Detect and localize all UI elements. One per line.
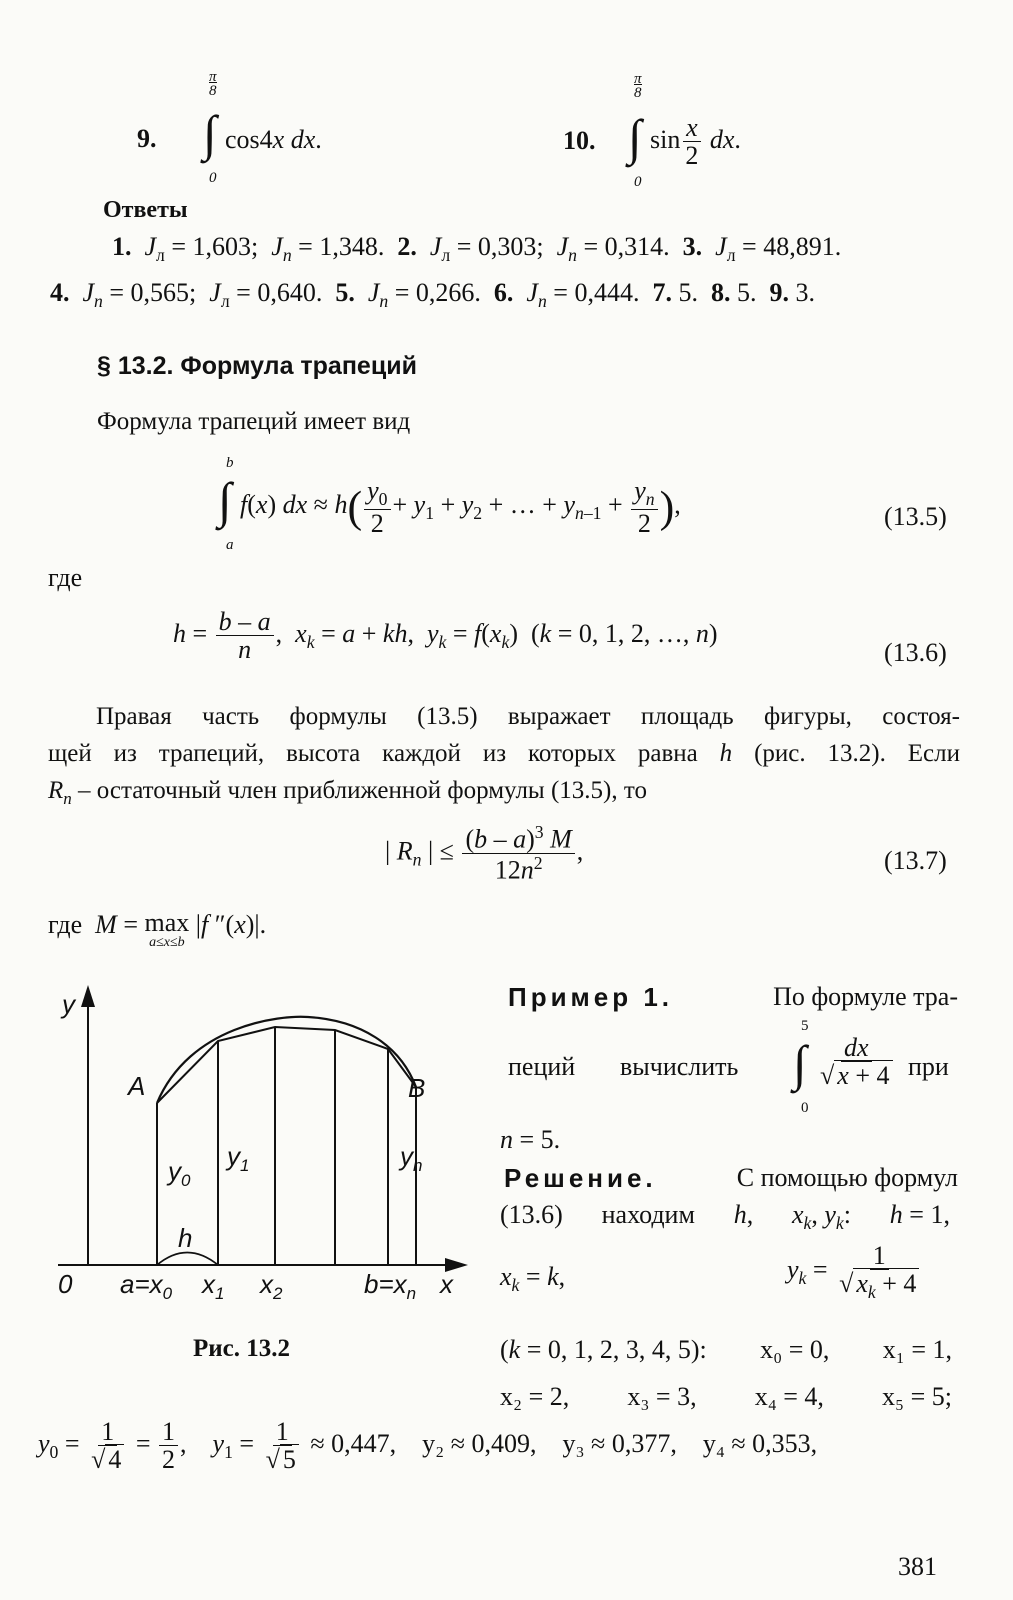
page-number: 381 [898, 1552, 937, 1581]
exercise-9-number: 9. [137, 124, 157, 153]
paragraph-line-1: Правая часть формулы (13.5) выражает площадь фигуры, состоя- [96, 703, 960, 730]
section-title: § 13.2. Формула трапеций [97, 352, 417, 380]
eq-label-13-6: (13.6) [884, 638, 947, 667]
h-arc [157, 1253, 218, 1266]
curve [157, 1017, 416, 1103]
figure-caption: Рис. 13.2 [193, 1335, 291, 1362]
label-h: h [178, 1223, 193, 1253]
label-yn: $y_n$ [400, 1141, 423, 1175]
example-text-2a: пеций [508, 1052, 576, 1081]
example-text-1: По формуле тра- [773, 982, 958, 1011]
label-y: y [62, 989, 75, 1019]
formula-13-7: | $R_n$ | ≤ $\frac{(b - a)^3 M}{12n^2}$ , [385, 822, 584, 885]
solution-text: С помощью формул [736, 1163, 958, 1192]
label-x: x [440, 1269, 453, 1299]
answers-heading: Ответы [103, 197, 188, 223]
eq-label-13-5: (13.5) [884, 502, 947, 531]
exercise-10-number: 10. [563, 126, 596, 155]
formula-13-6: h = $\frac{b - a}{n}$ , $x_k = a$ + kh, $y_k = f(x_k) (k = 0$, 1, 2, …, n) [173, 607, 718, 665]
paragraph-line-2: щей из трапеций, высота каждой из которых равна h (рис. 13.2). Если [48, 740, 960, 767]
label-a-x0: $a=x_0$ [120, 1269, 173, 1303]
example-n: n = 5. [500, 1125, 561, 1154]
where-1: где [48, 563, 83, 592]
solution-line-1 [504, 1163, 958, 1194]
section-intro: Формула трапеций имеет вид [97, 408, 411, 435]
paragraph [48, 698, 960, 817]
label-origin: 0 [58, 1269, 73, 1299]
label-B: B [408, 1073, 426, 1103]
integrand-cos4x: cos4x dx. [225, 125, 322, 154]
yk-formula: $y_k$ = $\frac{1}{√ x_k + 4}$ [787, 1242, 924, 1302]
xk-formula: $x_k = k$, [500, 1262, 566, 1296]
label-b-xn: $b=x_n$ [364, 1269, 417, 1303]
example-text-2c: при [908, 1052, 949, 1081]
paragraph-line-3: $R_n$ – остаточный член приближенной формулы (13.5), то [48, 777, 647, 808]
answers-line-1: 1. $J_л = 1,603$; $J_n = 1,348$. 2. $J_л = 0,303$; $J_n = 0,314$. 3. $J_л = 48,891$. [112, 232, 842, 266]
label-y0: $y_0$ [168, 1156, 191, 1190]
solution-line-2: (13.6) находим h, $x_k$, $y_k$: h = 1, [500, 1200, 950, 1234]
label-A: A [128, 1071, 146, 1101]
x-values-line: x₂ = 2, x₃ = 3, x₄ = 4, x₅ = 5; [500, 1382, 952, 1411]
label-x1: $x_1$ [202, 1269, 225, 1303]
example-label: Пример 1. [508, 982, 674, 1012]
figure-13-2 [40, 975, 480, 1305]
example-line-1 [508, 982, 958, 1013]
answers-line-2: 4. $J_n = 0,565$; $J_л = 0,640$. 5. $J_n = 0,266$. 6. $J_n = 0,444$. 7. 5. 8. 5. 9. 3. [50, 278, 815, 312]
solution-label: Решение. [504, 1163, 657, 1193]
where-2: где M = max a≤x≤b |f ″(x)|. [48, 908, 267, 950]
label-x2: $x_2$ [260, 1269, 283, 1303]
example-text-2b: вычислить [620, 1052, 739, 1081]
eq-label-13-7: (13.7) [884, 846, 947, 875]
y-values-line: $y_0$ = $\frac{1}{√ 4}$ = $\frac{1}{2}$ , $y_1$ = $\frac{1}{√ 5}$ ≈ 0,447, y₂ ≈ 0,409, y₃ ≈ 0,377, y₄ ≈ 0,353, [38, 1417, 818, 1475]
y-axis-arrow [81, 985, 95, 1007]
label-y1: $y_1$ [227, 1141, 250, 1175]
k-values-line: (k = 0, 1, 2, 3, 4, 5): x₀ = 0, x₁ = 1, [500, 1335, 952, 1364]
